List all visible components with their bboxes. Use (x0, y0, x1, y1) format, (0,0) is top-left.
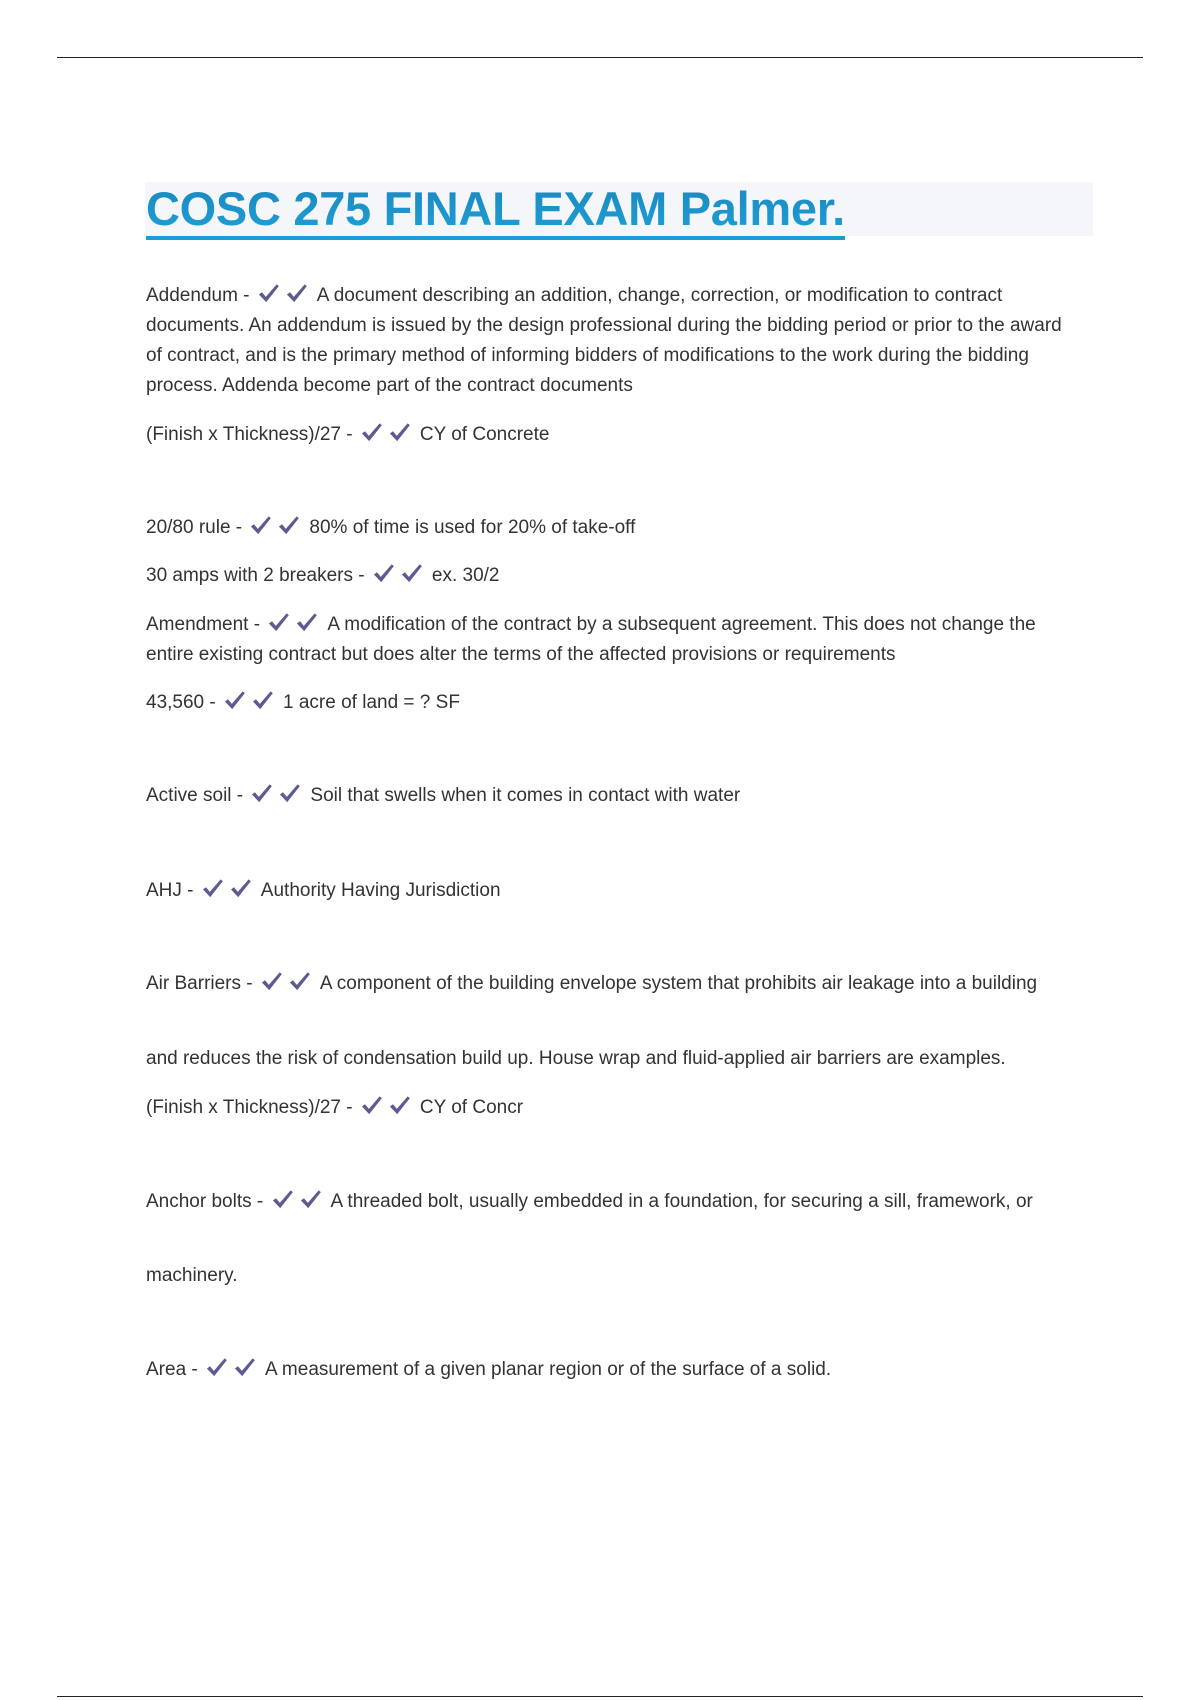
entry-definition: CY of Concrete (419, 424, 550, 445)
entry-separator: - (341, 424, 358, 445)
double-check-icon (360, 1094, 416, 1116)
double-check-icon (372, 562, 428, 584)
check-mark-icon (205, 1356, 228, 1378)
check-mark-icon (260, 970, 283, 992)
check-mark-icon (388, 1094, 411, 1116)
entry-definition: A measurement of a given planar region or of the surface of a solid. (265, 1359, 832, 1380)
check-mark-icon (249, 514, 272, 536)
check-mark-icon (285, 282, 308, 304)
entry-concrete-formula (146, 420, 1081, 450)
entry-term: 43,560 (146, 692, 205, 713)
entry-term: 20/80 rule (146, 517, 231, 538)
entry-separator: - (230, 517, 248, 538)
double-check-icon (257, 282, 313, 304)
entry-air-barriers (146, 969, 1081, 999)
check-mark-icon (250, 782, 273, 804)
double-check-icon (271, 1188, 327, 1210)
entry-definition: A document describing an addition, change, correction, or modification to contract documents. An addendum is issued by the design professional during the bidding period or prior to the award of contract, and is the primary method of informing bidders of modifications to the work during the bidding process. Addenda become part of the contract documents (146, 285, 1062, 396)
entry-30-amps (146, 561, 1081, 591)
entry-term: Addendum (146, 285, 238, 306)
entry-anchor-bolts (146, 1187, 1081, 1217)
entry-20-80-rule (146, 513, 1081, 543)
entry-term: Anchor bolts (146, 1191, 252, 1212)
entry-ahj (146, 876, 1081, 906)
entry-definition: 80% of time is used for 20% of take-off (309, 517, 636, 538)
check-mark-icon (277, 514, 300, 536)
entry-separator: - (353, 565, 370, 586)
entry-continuation: machinery. (146, 1265, 238, 1286)
double-check-icon (205, 1356, 261, 1378)
check-mark-icon (233, 1356, 256, 1378)
check-mark-icon (400, 562, 423, 584)
double-check-icon (260, 970, 316, 992)
check-mark-icon (223, 689, 246, 711)
entry-term: Air Barriers (146, 973, 242, 994)
entry-separator: - (248, 614, 266, 635)
entry-definition: ex. 30/2 (431, 565, 500, 586)
entry-separator: - (341, 1097, 358, 1118)
check-mark-icon (201, 877, 224, 899)
double-check-icon (267, 611, 323, 633)
check-mark-icon (360, 421, 383, 443)
double-check-icon (201, 877, 257, 899)
double-check-icon (250, 782, 306, 804)
entry-concrete-formula-repeat (146, 1093, 1081, 1123)
entry-definition: Soil that swells when it comes in contact with water (310, 785, 741, 806)
entry-43560 (146, 688, 1081, 718)
entry-separator: - (251, 1191, 269, 1212)
entry-term: Active soil (146, 785, 232, 806)
check-mark-icon (295, 611, 318, 633)
entry-separator: - (204, 692, 222, 713)
entry-separator: - (237, 285, 255, 306)
entry-active-soil (146, 781, 1081, 811)
entry-definition: Authority Having Jurisdiction (260, 880, 501, 901)
check-mark-icon (388, 421, 411, 443)
double-check-icon (249, 514, 305, 536)
check-mark-icon (229, 877, 252, 899)
check-mark-icon (267, 611, 290, 633)
page-title: COSC 275 FINAL EXAM Palmer. (146, 182, 845, 240)
entry-term: (Finish x Thickness)/27 (146, 424, 341, 445)
entry-separator: - (186, 1359, 204, 1380)
check-mark-icon (271, 1188, 294, 1210)
check-mark-icon (257, 282, 280, 304)
check-mark-icon (288, 970, 311, 992)
check-mark-icon (299, 1188, 322, 1210)
entry-definition: A threaded bolt, usually embedded in a foundation, for securing a sill, framework, or (330, 1191, 1033, 1212)
entry-term: Amendment (146, 614, 249, 635)
entry-definition: A component of the building envelope system that prohibits air leakage into a building (319, 973, 1038, 994)
entry-definition: A modification of the contract by a subsequent agreement. This does not change the entire existing contract but does alter the terms of the affected provisions or requirements (146, 614, 1036, 665)
entry-separator: - (241, 973, 258, 994)
entry-separator: - (181, 880, 199, 901)
entry-term: Area (146, 1359, 187, 1380)
entry-continuation: and reduces the risk of condensation build up. House wrap and fluid-applied air barriers are examples. (146, 1048, 1006, 1069)
entry-term: AHJ (146, 880, 182, 901)
check-mark-icon (360, 1094, 383, 1116)
top-rule (57, 57, 1143, 58)
bottom-rule (57, 1696, 1143, 1697)
entry-separator: - (231, 785, 249, 806)
check-mark-icon (251, 689, 274, 711)
entry-term: (Finish x Thickness)/27 (146, 1097, 341, 1118)
entry-definition: 1 acre of land = ? SF (283, 692, 460, 713)
double-check-icon (360, 421, 416, 443)
check-mark-icon (278, 782, 301, 804)
entry-term: 30 amps with 2 breakers (146, 565, 353, 586)
entry-addendum (146, 281, 1081, 401)
check-mark-icon (372, 562, 395, 584)
double-check-icon (223, 689, 279, 711)
entry-amendment (146, 610, 1081, 670)
entry-definition: CY of Concr (419, 1097, 524, 1118)
entry-area (146, 1355, 1081, 1385)
